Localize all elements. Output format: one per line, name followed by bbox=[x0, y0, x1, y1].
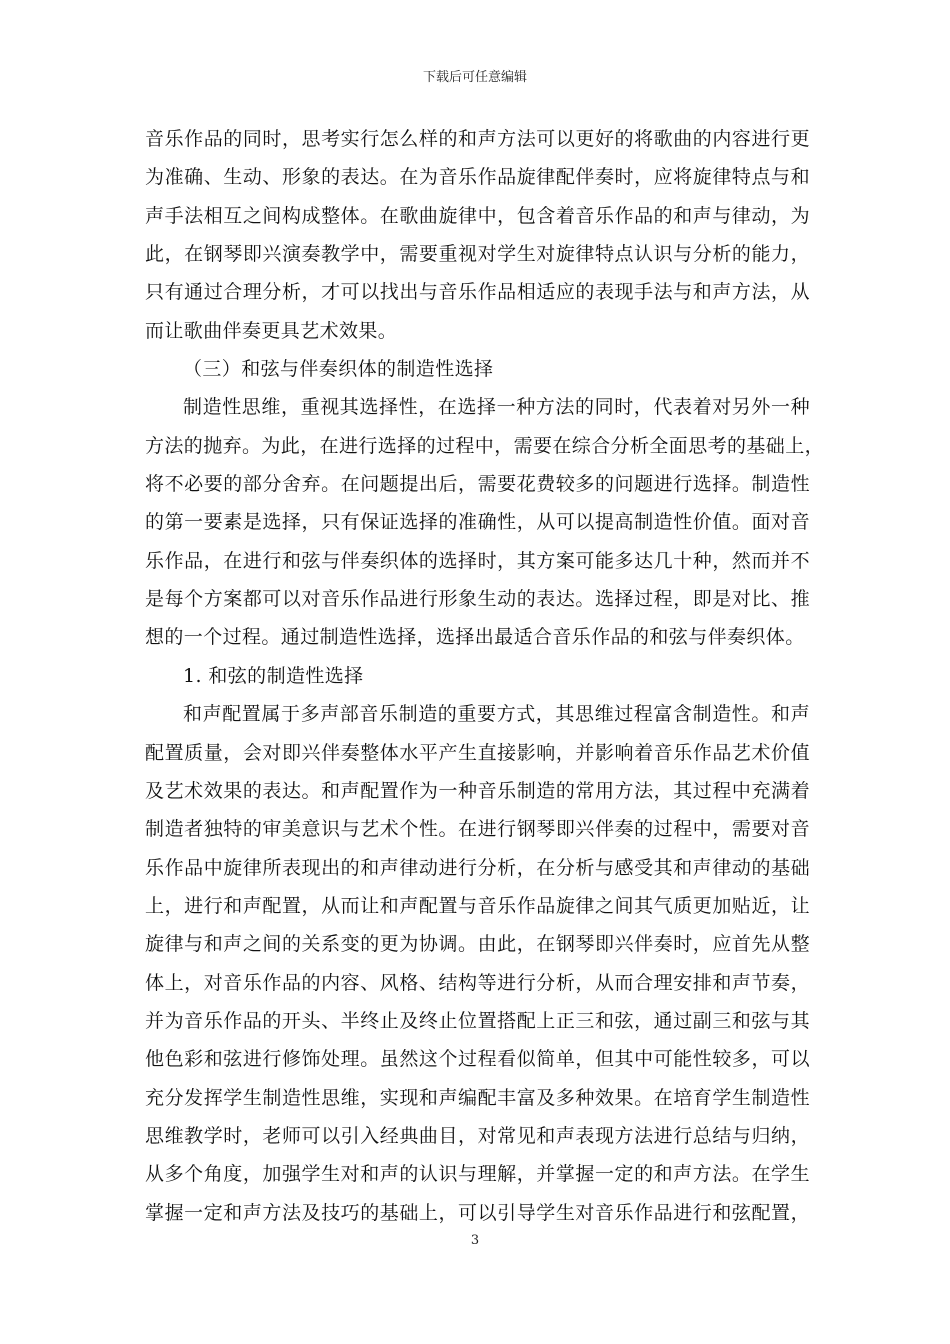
body-line: 音乐作品的同时，思考实行怎么样的和声方法可以更好的将歌曲的内容进行更 bbox=[145, 128, 810, 150]
page-header: 下载后可任意编辑 bbox=[422, 70, 527, 85]
body-line: 旋律与和声之间的关系变的更为协调。由此，在钢琴即兴伴奏时，应首先从整 bbox=[145, 933, 810, 956]
body-line: 及艺术效果的表达。和声配置作为一种音乐制造的常用方法，其过程中充满着 bbox=[145, 779, 810, 802]
paragraph-first-line: 和声配置属于多声部音乐制造的重要方式，其思维过程富含制造性。和声 bbox=[183, 703, 810, 726]
body-line: 方法的抛弃。为此，在进行选择的过程中，需要在综合分析全面思考的基础上， bbox=[145, 434, 825, 457]
body-line: 上，进行和声配置，从而让和声配置与音乐作品旋律之间其气质更加贴近，让 bbox=[145, 894, 810, 917]
body-line: 声手法相互之间构成整体。在歌曲旋律中，包含着音乐作品的和声与律动，为 bbox=[145, 204, 810, 227]
body-line: 从多个角度，加强学生对和声的认识与理解，并掌握一定的和声方法。在学生 bbox=[145, 1163, 810, 1186]
body-line: 乐作品，在进行和弦与伴奏织体的选择时，其方案可能多达几十种，然而并不 bbox=[145, 549, 810, 572]
body-line: 的第一要素是选择，只有保证选择的准确性，从可以提高制造性价值。面对音 bbox=[145, 511, 810, 534]
body-line: 思维教学时，老师可以引入经典曲目，对常见和声表现方法进行总结与归纳， bbox=[145, 1124, 810, 1147]
body-line: 掌握一定和声方法及技巧的基础上，可以引导学生对音乐作品进行和弦配置， bbox=[145, 1201, 810, 1224]
body-line: 并为音乐作品的开头、半终止及终止位置搭配上正三和弦，通过副三和弦与其 bbox=[145, 1009, 810, 1032]
body-line: 只有通过合理分析，才可以找出与音乐作品相适应的表现手法与和声方法，从 bbox=[145, 281, 810, 304]
body-line: 此，在钢琴即兴演奏教学中，需要重视对学生对旋律特点认识与分析的能力， bbox=[145, 243, 810, 266]
body-line: 而让歌曲伴奏更具艺术效果。 bbox=[145, 319, 398, 342]
body-line: 配置质量，会对即兴伴奏整体水平产生直接影响，并影响着音乐作品艺术价值 bbox=[145, 741, 810, 764]
body-line: 他色彩和弦进行修饰处理。虽然这个过程看似简单，但其中可能性较多，可以 bbox=[145, 1048, 810, 1071]
body-line: 充分发挥学生制造性思维，实现和声编配丰富及多种效果。在培育学生制造性 bbox=[145, 1086, 810, 1109]
subsection-heading: 1. 和弦的制造性选择 bbox=[183, 664, 364, 687]
body-line: 为准确、生动、形象的表达。在为音乐作品旋律配伴奏时，应将旋律特点与和 bbox=[145, 166, 810, 189]
document-body bbox=[145, 120, 825, 1232]
page-number: 3 bbox=[470, 1233, 480, 1248]
body-line: 体上，对音乐作品的内容、风格、结构等进行分析，从而合理安排和声节奏， bbox=[145, 971, 810, 994]
paragraph-first-line: 制造性思维，重视其选择性，在选择一种方法的同时，代表着对另外一种 bbox=[183, 396, 810, 419]
section-heading: （三）和弦与伴奏织体的制造性选择 bbox=[183, 358, 494, 381]
body-line: 乐作品中旋律所表现出的和声律动进行分析，在分析与感受其和声律动的基础 bbox=[145, 856, 810, 879]
body-line: 想的一个过程。通过制造性选择，选择出最适合音乐作品的和弦与伴奏织体。 bbox=[145, 626, 805, 649]
body-line: 制造者独特的审美意识与艺术个性。在进行钢琴即兴伴奏的过程中，需要对音 bbox=[145, 818, 810, 841]
body-line: 将不必要的部分舍弃。在问题提出后，需要花费较多的问题进行选择。制造性 bbox=[145, 473, 810, 496]
body-line: 是每个方案都可以对音乐作品进行形象生动的表达。选择过程，即是对比、推 bbox=[145, 588, 810, 611]
